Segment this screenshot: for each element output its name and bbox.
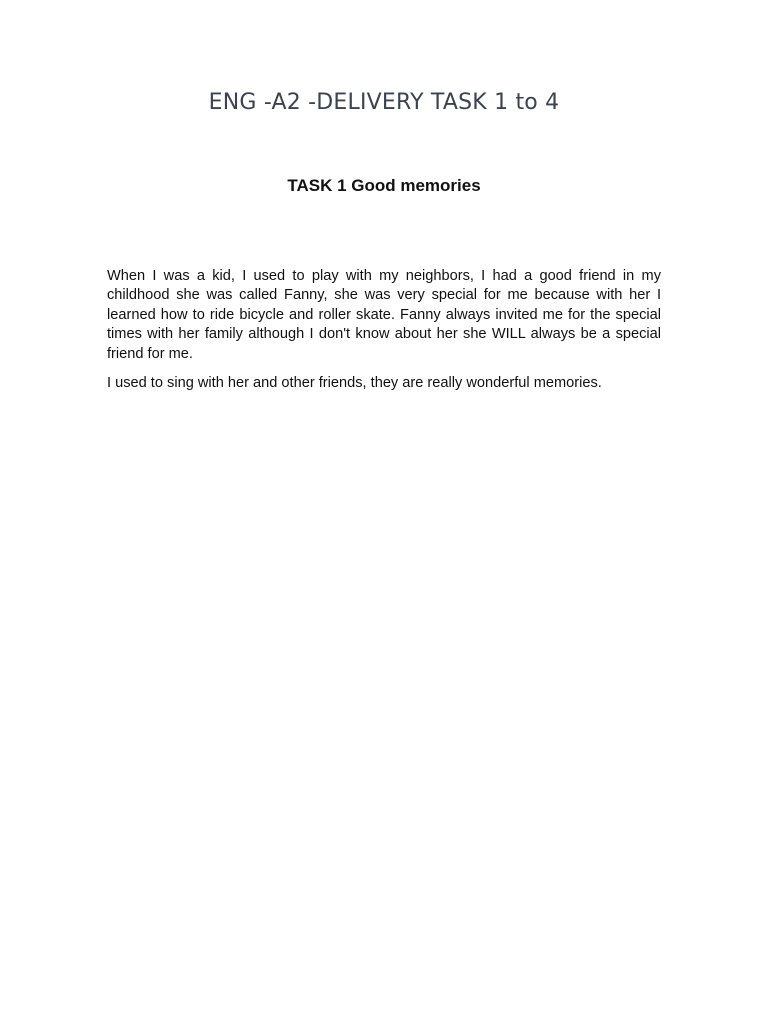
document-body	[107, 267, 661, 403]
paragraph-2: I used to sing with her and other friends, they are really wonderful memories.	[107, 375, 602, 392]
task-heading: TASK 1 Good memories	[287, 176, 481, 195]
paragraph-1: When I was a kid, I used to play with my neighbors, I had a good friend in my childhood she was called Fanny, she was very special for me because with her I learned how to ride bicycle and roller skate. Fanny always invited me for the special times with her family although I don't know about her she WILL always be a special friend for me.	[107, 268, 661, 362]
document-title: ENG -A2 -DELIVERY TASK 1 to 4	[208, 90, 560, 115]
